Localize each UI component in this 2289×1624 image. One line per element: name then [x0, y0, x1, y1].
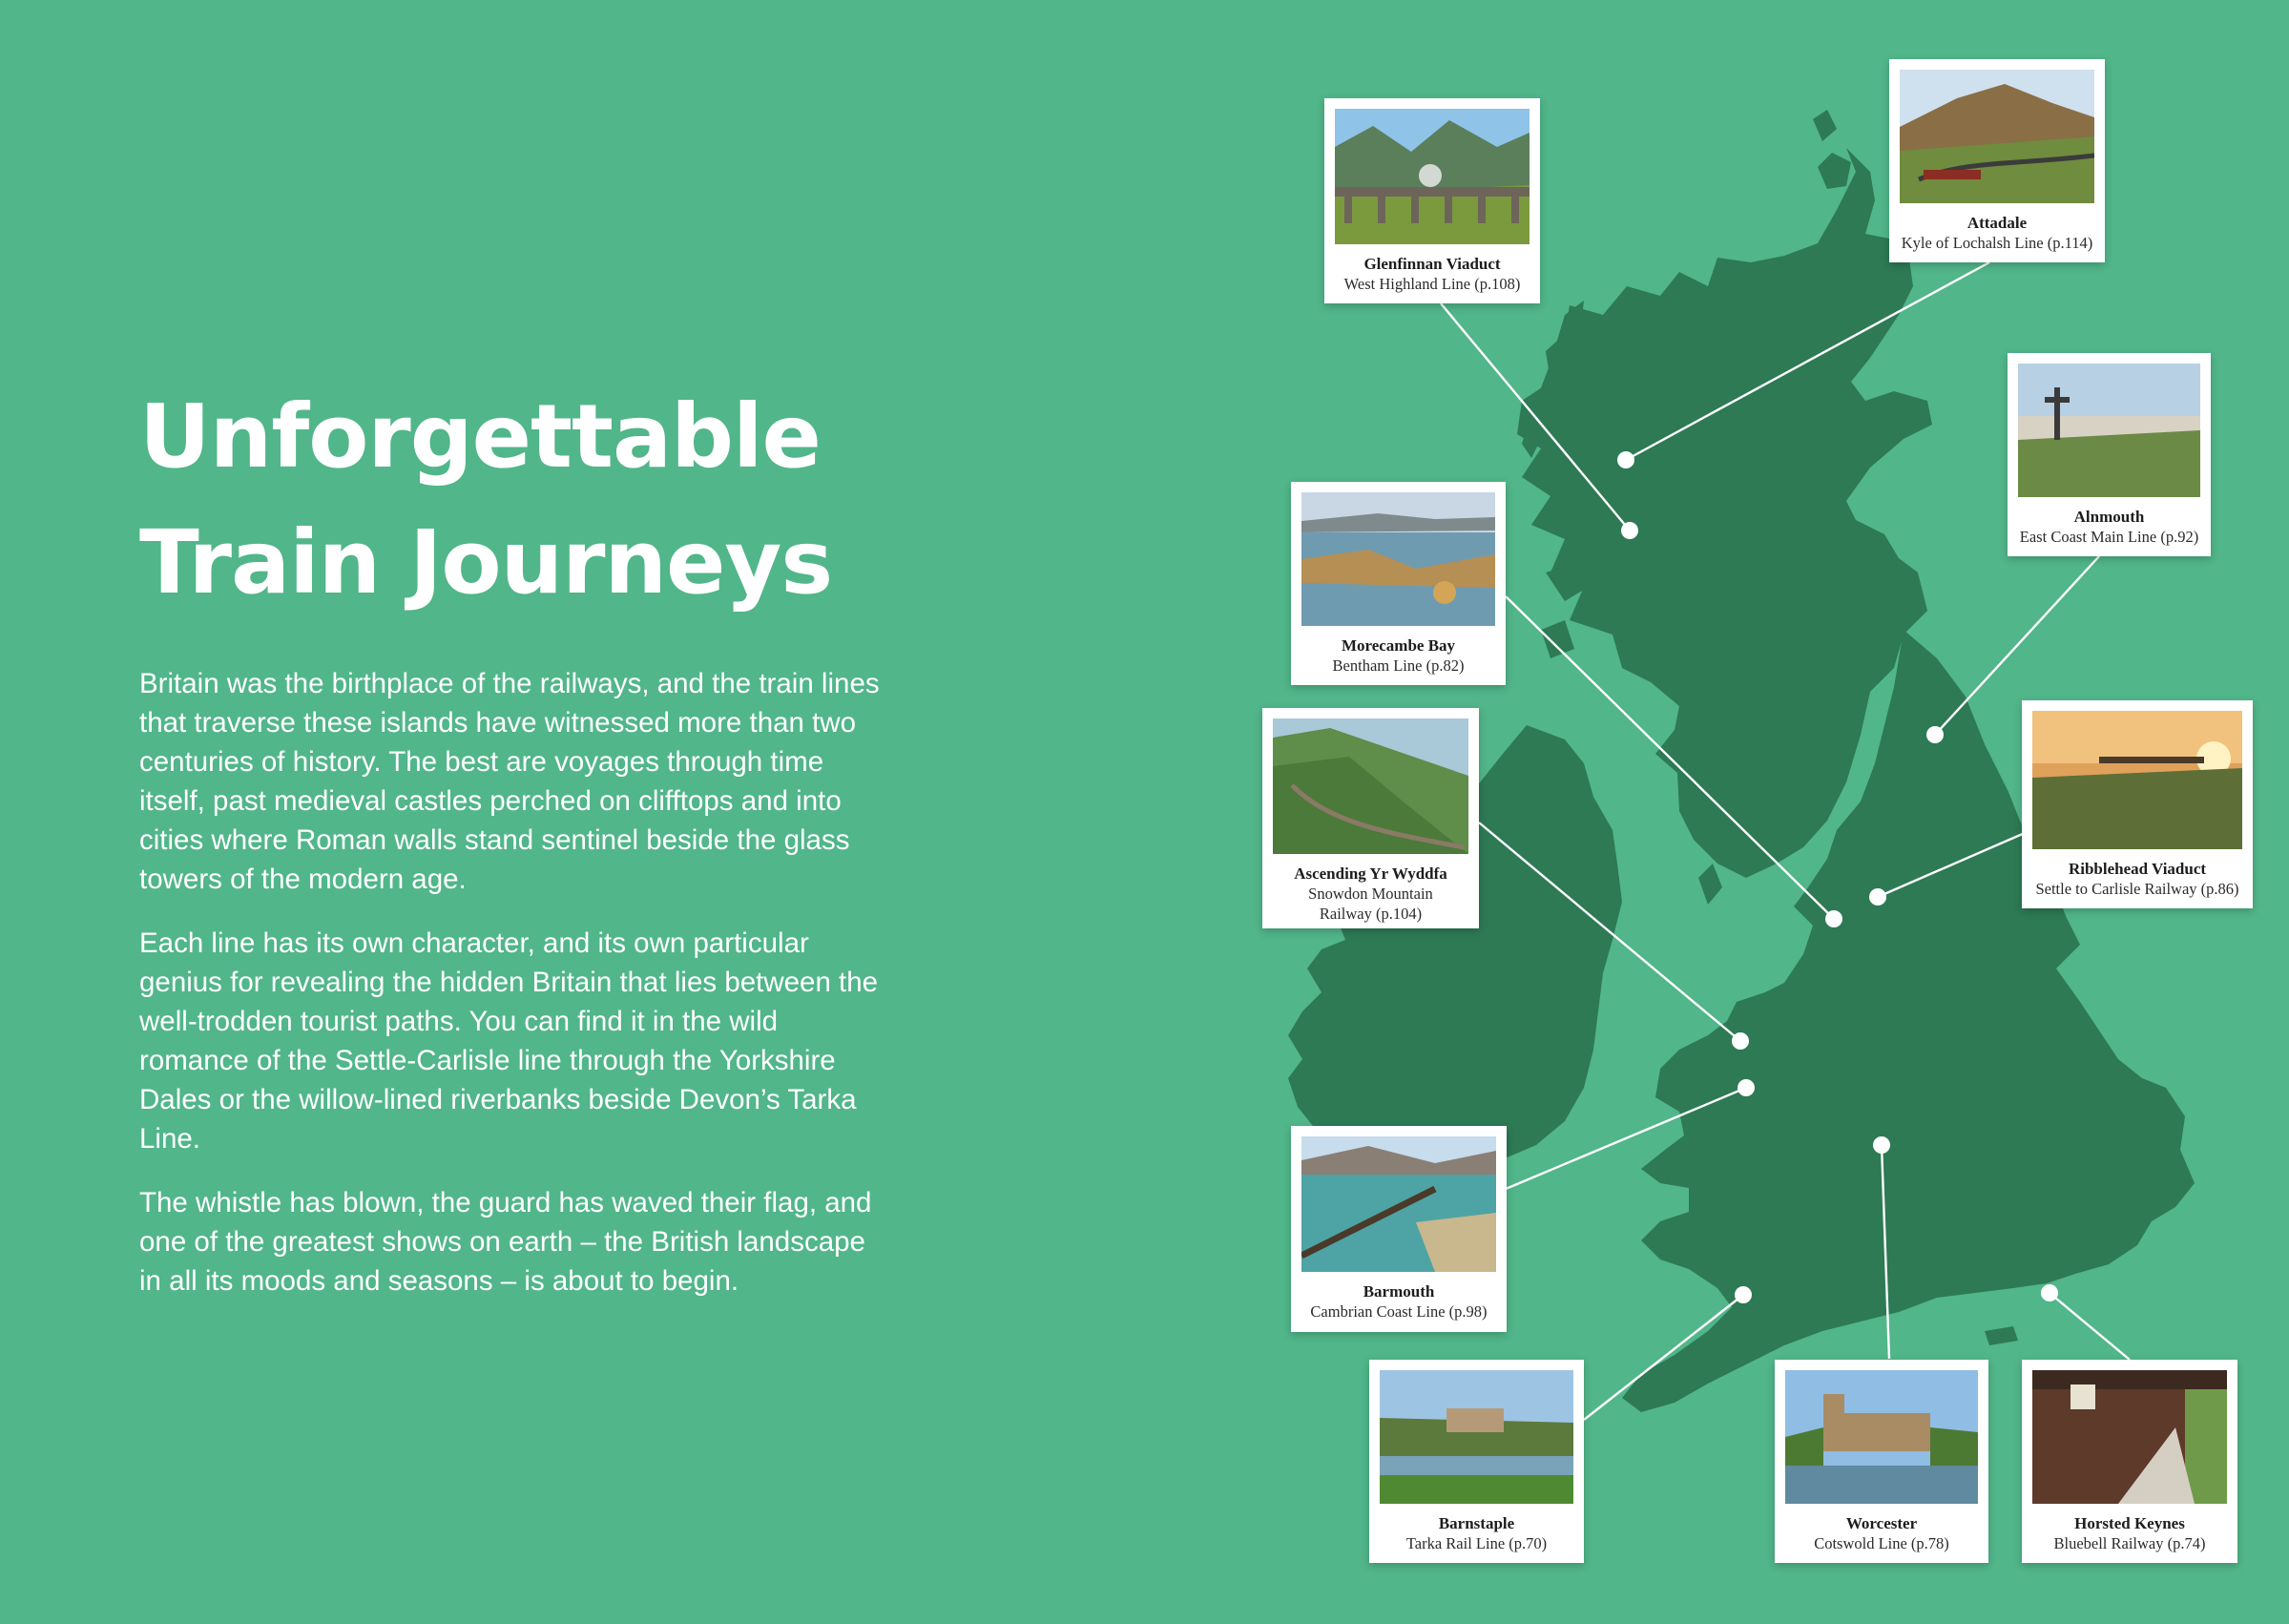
card-subtitle: Bluebell Railway (p.74): [2053, 1534, 2206, 1552]
card-subtitle: Kyle of Lochalsh Line (p.114): [1901, 234, 2093, 252]
coastal-cross-photo: [2018, 364, 2200, 497]
location-dot-icon[interactable]: [1735, 1286, 1752, 1303]
card-title: Horsted Keynes: [2074, 1514, 2185, 1532]
cathedral-river-photo: [1785, 1370, 1978, 1504]
card-title: Ribblehead Viaduct: [2068, 860, 2207, 878]
mountain-slope-photo: [1273, 718, 1468, 854]
isle-of-wight: [1985, 1326, 2018, 1345]
intro-paragraph-1: Britain was the birthplace of the railways, and the train lines that traverse these islands have witnessed more than two centuries of history. The best are voyages through time itself, past medieval castles perched on clifftops and into cities where Roman walls stand sentinel beside the glass towers of the modern age.: [139, 668, 880, 895]
card-worcester[interactable]: [1775, 1360, 1988, 1563]
location-dot-icon[interactable]: [1825, 910, 1842, 927]
mountain-railway-photo: [1900, 70, 2094, 203]
page-title-line-1: Unforgettable: [139, 385, 821, 488]
card-title: Worcester: [1845, 1514, 1918, 1532]
location-dot-icon[interactable]: [1738, 1079, 1755, 1096]
page-title: [139, 374, 832, 626]
card-horsted-keynes[interactable]: [2022, 1360, 2237, 1563]
location-dot-icon[interactable]: [2041, 1284, 2058, 1301]
intro-paragraph-3: The whistle has blown, the guard has waved their flag, and one of the greatest shows on earth – the British landscape in all its moods and seasons – is about to begin.: [139, 1187, 872, 1297]
sunset-viaduct-photo: [2032, 711, 2242, 849]
intro-paragraph-2: Each line has its own character, and its own particular genius for revealing the hidden Britain that lies between the well-trodden tourist paths. You can find it in the wild romance of the Settle-Carlisle line through the Yorkshire Dales or the willow-lined riverbanks beside Devon’s Tarka Line.: [139, 927, 879, 1155]
card-title: Alnmouth: [2073, 508, 2145, 526]
card-barnstaple[interactable]: [1369, 1360, 1584, 1563]
connector-horsted: [2050, 1293, 2130, 1360]
location-dot-icon[interactable]: [1732, 1032, 1749, 1050]
river-town-photo: [1380, 1370, 1573, 1504]
card-attadale[interactable]: [1889, 59, 2105, 262]
islay-island: [1541, 620, 1574, 658]
card-title: Ascending Yr Wyddfa: [1294, 864, 1447, 883]
card-subtitle: Cambrian Coast Line (p.98): [1310, 1302, 1488, 1321]
card-title: Morecambe Bay: [1341, 636, 1456, 655]
page-title-line-2: Train Journeys: [139, 511, 833, 614]
location-dot-icon[interactable]: [1926, 726, 1944, 743]
location-dot-icon[interactable]: [1869, 888, 1886, 906]
location-dot-icon[interactable]: [1873, 1136, 1890, 1154]
card-subtitle: Settle to Carlisle Railway (p.86): [2035, 880, 2239, 898]
card-subtitle: West Highland Line (p.108): [1343, 275, 1521, 293]
isle-of-man: [1698, 864, 1722, 905]
intro-text: [139, 664, 893, 1325]
card-alnmouth[interactable]: [2008, 353, 2211, 556]
viaduct-photo: [1335, 109, 1529, 244]
orkney-island: [1818, 153, 1851, 189]
card-subtitle: Snowdon Mountain Railway (p.104): [1308, 885, 1433, 923]
card-title: Barnstaple: [1438, 1514, 1515, 1532]
card-morecambe-bay[interactable]: [1291, 482, 1506, 685]
card-ribblehead[interactable]: [2022, 700, 2253, 908]
bay-photo: [1301, 492, 1495, 626]
card-title: Glenfinnan Viaduct: [1363, 255, 1501, 273]
estuary-bridge-photo: [1301, 1136, 1496, 1272]
card-glenfinnan[interactable]: [1324, 98, 1540, 303]
location-dot-icon[interactable]: [1617, 451, 1634, 468]
card-subtitle: East Coast Main Line (p.92): [2019, 528, 2199, 546]
card-subtitle: Tarka Rail Line (p.70): [1405, 1534, 1548, 1552]
card-barmouth[interactable]: [1291, 1126, 1507, 1332]
station-platform-photo: [2032, 1370, 2227, 1504]
card-subtitle: Cotswold Line (p.78): [1814, 1534, 1949, 1552]
card-title: Barmouth: [1363, 1282, 1435, 1301]
card-subtitle: Bentham Line (p.82): [1332, 656, 1465, 675]
shetland-island: [1813, 110, 1837, 141]
card-title: Attadale: [1966, 214, 2028, 232]
card-snowdon[interactable]: [1262, 708, 1479, 928]
location-dot-icon[interactable]: [1621, 522, 1638, 539]
